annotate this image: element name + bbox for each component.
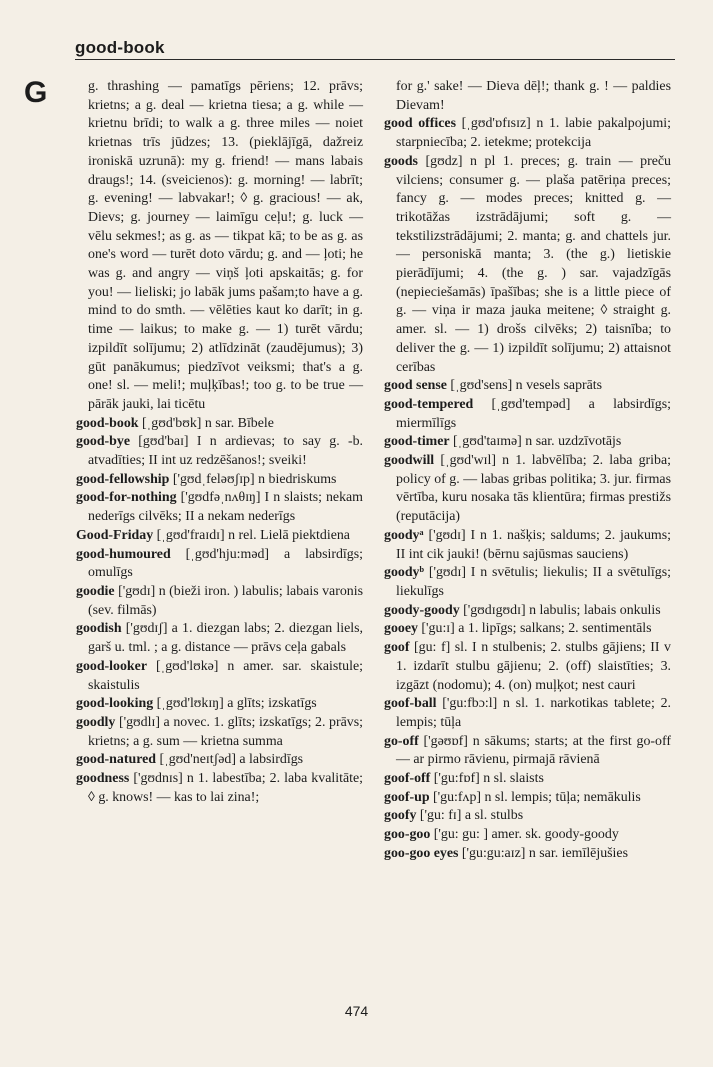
entry-headword: goo-goo eyes [384,845,459,861]
page-number: 474 [344,1003,369,1019]
dictionary-entry [384,807,671,826]
entry-definition: [ˌgʊd'ɒfɪsɪz] n 1. labie pakalpojumi; starpniecība; 2. ietekme; protekcija [396,116,672,151]
entry-definition: ['gu:gu:aɪz] n sar. iemīlējušies [458,845,628,861]
entry-headword: good-book [76,415,139,431]
dictionary-entry [384,153,671,377]
dictionary-entry [76,695,363,714]
entry-definition: ['gʊdˌfeləʊʃɪp] n biedriskums [169,471,337,487]
entry-definition: [ˌgʊd'tempəd] a labsirdīgs; miermīlīgs [396,396,671,431]
entry-definition: ['gʊdfəˌnʌθɪŋ] I n slaists; nekam nederīgs cilvēks; II a nekam nederīgs [88,490,363,525]
entry-headword: goodly [76,714,116,730]
dictionary-entry [384,733,671,770]
entry-definition: ['gʊdɪgʊdɪ] n labulis; labais onkulis [459,602,661,618]
entry-headword: good-timer [384,434,450,450]
entry-definition: ['gʊdɪ] I n svētulis; liekulis; II a svētulīgs; liekulīgs [396,565,671,599]
left-column [76,78,363,807]
entry-definition: ['gu: fɪ] a sl. stulbs [416,808,524,824]
entry-headword: goodish [76,621,122,637]
entry-headword: goodwill [384,453,435,469]
entry-definition: [ˌgʊd'lʊkɪŋ] a glīts; izskatīgs [153,696,317,712]
entry-definition: [ˌgʊd'wɪl] n 1. labvēlība; 2. laba griba; policy of g. — labas gribas politika; 3. jur. firmas vērtība, kuru nosaka tās klientūra; firmas prestižs (reputācija) [396,453,671,525]
entry-definition: [ˌgʊd'lʊkə] n amer. sar. skaistule; skaistulis [88,658,363,693]
dictionary-entry [76,770,363,807]
dictionary-entry [384,826,671,845]
entry-headword: good-fellowship [76,471,170,487]
entry-definition: ['gu:fʌp] n sl. lempis; tūļa; nemākulis [429,789,641,805]
running-header [75,38,675,60]
dictionary-entry [384,115,671,152]
entry-definition: [gʊd'baɪ] I n ardievas; to say g. -b. atvadīties; II int uz redzēšanos!; sveiki! [88,434,363,469]
dictionary-entry [76,433,363,470]
entry-definition: [gʊdz] n pl 1. preces; g. train — preču vilciens; consumer g. — plaša patēriņa preces; fancy g. — modes preces; knitted g. — trikotāžas izstrādājumi; soft g. — tekstilizstrādājumi; 2. manta; g. and chattels jur. — personiskā manta; 3. (the g.) lietiskie pierādījumi; 4. (the g. ) sar. vajadzīgās (nepieciešamās) īpašības; she is a little piece of g. — viņa ir maza jauka meitene; ◊ straight g. amer. sl. — 1) drošs cilvēks; 2) taisnība; to deliver the g. — 1) izpildīt solījumu; 2) attaisnot cerības [396,153,671,375]
entry-definition: ['gʊdlɪ] a novec. 1. glīts; izskatīgs; 2. prāvs; krietns; a g. sum — krietna summa [88,714,363,749]
entry-headword: goodie [76,583,115,599]
dictionary-entry [384,620,671,639]
dictionary-entry [384,602,671,621]
entry-definition: [ˌgʊd'hju:məd] a labsirdīgs; omulīgs [88,546,363,581]
entry-definition: ['gʊdɪ] I n 1. našķis; saldums; 2. jaukums; II int cik jauki! (bērnu sajūsmas sauciens) [396,527,671,562]
entry-definition: [gu: f] sl. I n stulbenis; 2. stulbs gājiens; II v 1. izdarīt stulbu gājienu; 2. (off) slaistīties; 3. izgāzt (nodomu); 4. (on) muļķot; nest cauri [396,640,671,693]
dictionary-entry [76,415,363,434]
right-column [384,78,671,864]
dictionary-entry [384,433,671,452]
entry-definition: ['gu:fbɔ:l] n sl. 1. narkotikas tablete; 2. lempis; tūļa [396,696,671,730]
dictionary-entry [76,658,363,695]
entry-headword: goods [384,153,418,169]
entry-headword: good-bye [76,434,131,450]
entry-headword: goodyᵃ [384,527,424,543]
dictionary-entry [384,845,671,864]
entry-headword: good-for-nothing [76,490,177,506]
entry-headword: goofy [384,808,417,824]
dictionary-entry [384,639,671,695]
entry-definition: [ˌgʊd'neɪtʃəd] a labsirdīgs [156,752,304,768]
entry-headword: goof-up [384,789,430,805]
entry-definition: [ˌgʊd'sens] n vesels saprāts [446,378,603,394]
entry-definition: ['gu:fɒf] n sl. slaists [430,771,544,787]
entry-headword: goof-off [384,771,431,787]
entry-definition: ['gəʊɒf] n sākums; starts; at the first go-off — ar pirmo rāvienu, pirmajā rāvienā [396,733,671,768]
entry-headword: good-tempered [384,396,474,412]
dictionary-entry [384,527,671,564]
dictionary-entry [384,789,671,808]
entry-headword: go-off [384,733,419,749]
dictionary-entry [76,546,363,583]
entry-definition: g. thrashing — pamatīgs pēriens; 12. prāvs; krietns; a g. deal — krietna tiesa; a g. while — krietnu brīdi; to walk a g. three miles — noiet krietnas trīs jūdzes; 13. (pieklājīgā, dažreiz ironiskā uzrunā): my g. friend! — mans labais draugs!; 14. (sveicienos): g. morning! — labrīt; g. evening! — labvakar!; ◊ g. gracious! — ak, Dievs; g. journey — laimīgu ceļu!; g. luck — vēlu sekmes!; as g. as — tikpat kā; to be as g. as one's word — turēt doto vārdu; g. and — ļoti; he was g. and angry — viņš ļoti apskaitās; g. for you! — lieliski; jo labāk jums pašam;to have a g. mind to do smth. — vēlēties kaut ko darīt; in g. time — laikus; to make g. — 1) turēt vārdu; izpildīt solījumu; 2) atlīdzināt (zaudējumus); 3) gūt panākumus; piedzīvot veiksmi; that's a g. one! sl. — meli!; muļķības!; too g. to be true — pārāk jauki, lai ticētu [88,79,363,412]
dictionary-entry [384,78,671,115]
entry-headword: good sense [384,378,447,394]
entry-definition: ['gu: gu: ] amer. sk. goody-goody [430,827,619,843]
dictionary-entry [76,620,363,657]
entry-headword: goodyᵇ [384,565,425,581]
entry-headword: good offices [384,116,457,132]
entry-definition: ['gu:ɪ] a 1. lipīgs; salkans; 2. sentimentāls [417,621,652,637]
entry-headword: gooey [384,621,418,637]
entry-definition: [ˌgʊd'taɪmə] n sar. uzdzīvotājs [449,434,622,450]
dictionary-entry [384,695,671,732]
entry-definition: [ˌgʊd'fraɪdɪ] n rel. Lielā piektdiena [153,527,350,543]
entry-headword: goof-ball [384,696,437,712]
dictionary-entry [384,770,671,789]
dictionary-entry [384,452,671,527]
entry-headword: goof [384,640,410,656]
entry-definition: ['gʊdɪʃ] a 1. diezgan labs; 2. diezgan liels, garš u. tml. ; a g. distance — prāvs ceļa gabals [88,621,363,656]
entry-headword: goo-goo [384,827,431,843]
entry-headword: good-looking [76,696,154,712]
dictionary-entry [76,78,363,415]
thumb-index-letter: G [24,76,48,109]
entry-definition: ['gʊdnɪs] n 1. labestība; 2. laba kvalitāte; ◊ g. knows! — kas to lai zina!; [88,771,363,805]
dictionary-entry [384,564,671,601]
dictionary-entry [384,396,671,433]
running-head-word: good-book [75,38,165,57]
dictionary-entry [76,751,363,770]
dictionary-entry [76,527,363,546]
dictionary-entry [76,471,363,490]
entry-headword: good-humoured [76,546,171,562]
dictionary-entry [384,377,671,396]
entry-headword: good-looker [76,658,147,674]
dictionary-entry [76,489,363,526]
entry-definition: ['gʊdɪ] n (bieži iron. ) labulis; labais varonis (sev. filmās) [88,583,363,618]
entry-headword: goodness [76,771,130,787]
dictionary-entry [76,714,363,751]
entry-definition: [ˌgʊd'bʊk] n sar. Bībele [138,415,274,431]
entry-headword: Good-Friday [76,527,154,543]
entry-headword: good-natured [76,752,157,768]
entry-definition: for g.' sake! — Dieva dēļ!; thank g. ! — paldies Dievam! [396,79,671,113]
entry-headword: goody-goody [384,602,460,618]
dictionary-entry [76,583,363,620]
